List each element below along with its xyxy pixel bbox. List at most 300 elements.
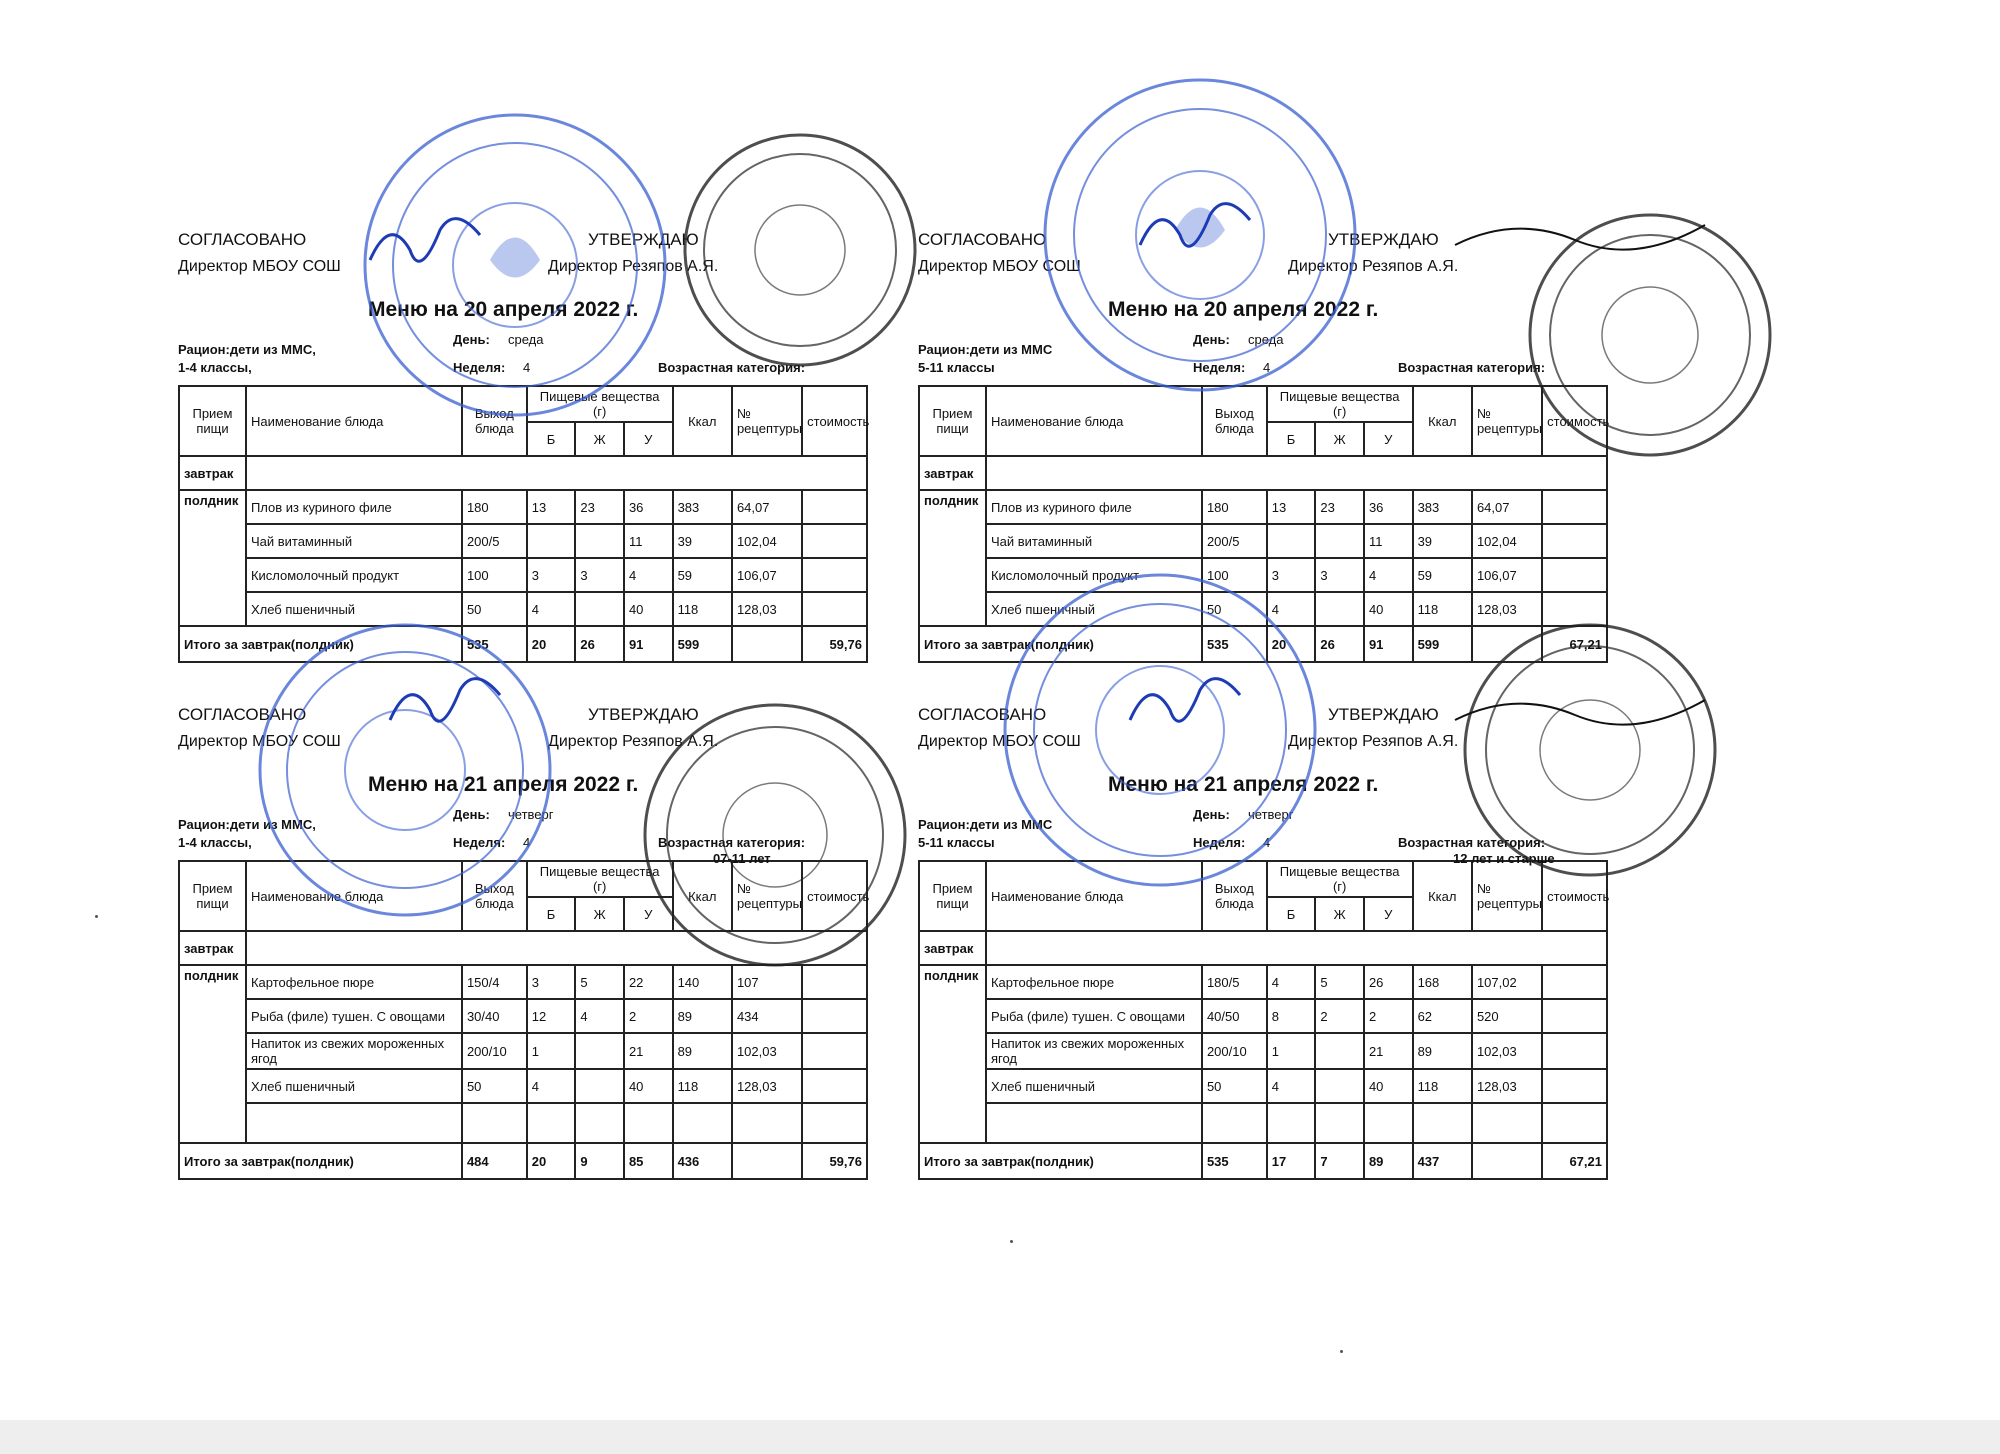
value-cell: 3 [527,558,576,592]
value-cell: 150/4 [462,965,527,999]
week-value: 4 [523,360,531,375]
value-cell: 3 [1267,558,1316,592]
col-fat: Ж [1315,422,1364,456]
value-cell: 100 [1202,558,1267,592]
dish-name-cell: Рыба (филе) тушен. С овощами [986,999,1202,1033]
value-cell: 12 [527,999,576,1033]
total-value-cell [732,1143,802,1179]
table-row [179,1069,867,1103]
value-cell: 128,03 [1472,592,1542,626]
value-cell: 106,07 [732,558,802,592]
total-value-cell: 484 [462,1143,527,1179]
value-cell: 102,04 [732,524,802,558]
value-cell: 40 [1364,592,1413,626]
value-cell [1315,592,1364,626]
director-name: Директор Резяпов А.Я. [548,258,719,275]
value-cell: 40 [624,1069,673,1103]
value-cell: 5 [1315,965,1364,999]
value-cell: 118 [1413,592,1472,626]
total-value-cell: 7 [1315,1143,1364,1179]
value-cell [802,1033,867,1069]
total-value-cell: 17 [1267,1143,1316,1179]
table-row [919,490,1607,524]
scan-edge [0,1420,2000,1454]
dish-name-cell: Хлеб пшеничный [986,1069,1202,1103]
section-snack: полдник [179,490,246,626]
value-cell: 200/10 [462,1033,527,1069]
col-kcal: Ккал [1413,386,1472,456]
age-category-value: 12 лет и старше [1453,851,1555,866]
school-director-label: Директор МБОУ СОШ [918,258,1081,275]
empty-cell [1267,1103,1316,1143]
value-cell: 168 [1413,965,1472,999]
col-recipe: № рецептуры [732,386,802,456]
value-cell: 36 [624,490,673,524]
value-cell: 4 [624,558,673,592]
total-value-cell: 535 [1202,626,1267,662]
total-value-cell: 59,76 [802,626,867,662]
section-breakfast: завтрак [919,456,986,490]
value-cell: 100 [462,558,527,592]
total-value-cell: 85 [624,1143,673,1179]
value-cell: 118 [673,592,732,626]
value-cell: 89 [673,1033,732,1069]
director-name: Директор Резяпов А.Я. [1288,258,1459,275]
value-cell: 50 [1202,1069,1267,1103]
col-cost: стоимость [802,861,867,931]
value-cell: 11 [624,524,673,558]
value-cell: 107 [732,965,802,999]
total-value-cell: 20 [527,626,576,662]
value-cell: 23 [1315,490,1364,524]
total-value-cell: 20 [1267,626,1316,662]
classes-label: 1-4 классы, [178,835,252,850]
round-stamp-2 [680,130,920,370]
value-cell: 30/40 [462,999,527,1033]
scan-speck [1340,1350,1343,1353]
value-cell: 107,02 [1472,965,1542,999]
section-empty [986,931,1607,965]
total-value-cell: 599 [673,626,732,662]
value-cell [1542,999,1607,1033]
table-row [179,1033,867,1069]
empty-cell [1413,1103,1472,1143]
empty-cell [575,1103,624,1143]
day-value: среда [508,332,544,347]
section-snack: полдник [919,965,986,1143]
value-cell: 200/5 [1202,524,1267,558]
total-value-cell: 535 [462,626,527,662]
day-label: День: [453,807,490,822]
value-cell [802,592,867,626]
menu-title: Меню на 20 апреля 2022 г. [1108,298,1379,321]
empty-cell [462,1103,527,1143]
round-stamp-5 [255,620,555,920]
total-value-cell: 67,21 [1542,626,1607,662]
value-cell: 40/50 [1202,999,1267,1033]
value-cell [575,524,624,558]
col-recipe: № рецептуры [1472,386,1542,456]
menu-title: Меню на 21 апреля 2022 г. [1108,773,1379,796]
signature-6 [1450,690,1710,740]
classes-label: 5-11 классы [918,360,995,375]
age-category-label: Возрастная категория: [1398,360,1546,375]
value-cell: 89 [1413,1033,1472,1069]
empty-cell [1315,1103,1364,1143]
dish-name-cell: Напиток из свежих мороженных ягод [246,1033,462,1069]
value-cell: 64,07 [732,490,802,524]
col-portion: Выход блюда [1202,861,1267,931]
value-cell: 26 [1364,965,1413,999]
ration-label: Рацион:дети из ММС [918,817,1053,832]
col-kcal: Ккал [673,861,732,931]
value-cell: 434 [732,999,802,1033]
week-label: Неделя: [453,360,506,375]
value-cell: 39 [1413,524,1472,558]
table-row [179,999,867,1033]
approve-label: УТВЕРЖДАЮ [1328,230,1439,249]
value-cell: 3 [1315,558,1364,592]
value-cell: 128,03 [732,592,802,626]
value-cell: 128,03 [1472,1069,1542,1103]
value-cell [1315,1069,1364,1103]
school-director-label: Директор МБОУ СОШ [918,733,1081,750]
value-cell: 89 [673,999,732,1033]
value-cell: 520 [1472,999,1542,1033]
value-cell [1542,1033,1607,1069]
value-cell: 50 [1202,592,1267,626]
age-category-value: 07-11 лет [713,851,771,866]
value-cell: 64,07 [1472,490,1542,524]
value-cell: 50 [462,1069,527,1103]
value-cell: 40 [1364,1069,1413,1103]
table-row [179,965,867,999]
value-cell: 1 [527,1033,576,1069]
total-value-cell: 436 [673,1143,732,1179]
table-row [179,524,867,558]
section-breakfast: завтрак [919,931,986,965]
empty-row [179,1103,867,1143]
value-cell [527,524,576,558]
week-label: Неделя: [453,835,506,850]
value-cell: 4 [1267,965,1316,999]
col-nutrients: Пищевые вещества (г) [527,386,673,422]
menu-title: Меню на 20 апреля 2022 г. [368,298,639,321]
value-cell: 5 [575,965,624,999]
empty-cell [527,1103,576,1143]
value-cell: 383 [673,490,732,524]
value-cell: 4 [527,592,576,626]
empty-cell [1472,1103,1542,1143]
age-category-label: Возрастная категория: [658,835,806,850]
section-breakfast: завтрак [179,931,246,965]
menu-table [918,860,1608,1180]
col-recipe: № рецептуры [1472,861,1542,931]
value-cell: 36 [1364,490,1413,524]
value-cell: 1 [1267,1033,1316,1069]
value-cell [575,592,624,626]
dish-name-cell: Хлеб пшеничный [986,592,1202,626]
value-cell: 2 [1315,999,1364,1033]
round-stamp-8 [1460,620,1720,880]
col-portion: Выход блюда [462,386,527,456]
col-carbs: У [1364,897,1413,931]
value-cell: 180 [462,490,527,524]
col-fat: Ж [575,422,624,456]
dish-name-cell: Хлеб пшеничный [246,1069,462,1103]
total-value-cell: 9 [575,1143,624,1179]
table-row [919,524,1607,558]
value-cell [1542,524,1607,558]
empty-row [919,1103,1607,1143]
value-cell [802,558,867,592]
value-cell: 128,03 [732,1069,802,1103]
empty-cell [1364,1103,1413,1143]
signature-4 [1120,670,1260,750]
total-value-cell: 535 [1202,1143,1267,1179]
empty-cell [986,1103,1202,1143]
value-cell: 62 [1413,999,1472,1033]
approve-label: УТВЕРЖДАЮ [588,705,699,724]
col-nutrients: Пищевые вещества (г) [1267,386,1413,422]
col-cost: стоимость [1542,386,1607,456]
empty-cell [624,1103,673,1143]
table-row [919,965,1607,999]
value-cell: 13 [527,490,576,524]
value-cell: 383 [1413,490,1472,524]
value-cell [802,1069,867,1103]
day-label: День: [1193,332,1230,347]
total-value-cell: 67,21 [1542,1143,1607,1179]
value-cell [1267,524,1316,558]
total-label: Итого за завтрак(полдник) [179,1143,462,1179]
table-row [919,999,1607,1033]
value-cell [1542,490,1607,524]
col-carbs: У [624,897,673,931]
value-cell: 180 [1202,490,1267,524]
menu-title: Меню на 21 апреля 2022 г. [368,773,639,796]
scan-speck [95,915,98,918]
value-cell: 59 [1413,558,1472,592]
empty-cell [802,1103,867,1143]
col-dish-name: Наименование блюда [246,861,462,931]
col-dish-name: Наименование блюда [246,386,462,456]
col-portion: Выход блюда [1202,386,1267,456]
value-cell [1542,965,1607,999]
section-empty [246,456,867,490]
dish-name-cell: Картофельное пюре [986,965,1202,999]
col-dish-name: Наименование блюда [986,386,1202,456]
empty-cell [1202,1103,1267,1143]
value-cell: 39 [673,524,732,558]
director-name: Директор Резяпов А.Я. [1288,733,1459,750]
value-cell [802,524,867,558]
dish-name-cell: Напиток из свежих мороженных ягод [986,1033,1202,1069]
value-cell [802,490,867,524]
value-cell: 118 [1413,1069,1472,1103]
total-value-cell: 599 [1413,626,1472,662]
value-cell [575,1033,624,1069]
day-value: четверг [508,807,554,822]
value-cell: 11 [1364,524,1413,558]
col-carbs: У [1364,422,1413,456]
total-value-cell: 26 [575,626,624,662]
value-cell [575,1069,624,1103]
value-cell: 4 [1267,1069,1316,1103]
dish-name-cell: Кисломолочный продукт [246,558,462,592]
agreed-label: СОГЛАСОВАНО [178,230,307,249]
col-protein: Б [527,897,576,931]
value-cell: 4 [527,1069,576,1103]
week-value: 4 [1263,360,1271,375]
table-row [179,490,867,524]
week-label: Неделя: [1193,835,1246,850]
value-cell: 13 [1267,490,1316,524]
approve-label: УТВЕРЖДАЮ [1328,705,1439,724]
table-row [179,558,867,592]
value-cell: 40 [624,592,673,626]
dish-name-cell: Кисломолочный продукт [986,558,1202,592]
value-cell: 4 [1267,592,1316,626]
day-value: среда [1248,332,1284,347]
week-label: Неделя: [1193,360,1246,375]
col-fat: Ж [575,897,624,931]
dish-name-cell: Чай витаминный [246,524,462,558]
empty-cell [732,1103,802,1143]
age-category-label: Возрастная категория: [1398,835,1546,850]
school-director-label: Директор МБОУ СОШ [178,258,341,275]
section-breakfast: завтрак [179,456,246,490]
value-cell: 21 [1364,1033,1413,1069]
agreed-label: СОГЛАСОВАНО [918,230,1047,249]
ration-label: Рацион:дети из ММС, [178,342,316,357]
value-cell: 3 [575,558,624,592]
week-value: 4 [523,835,531,850]
value-cell: 118 [673,1069,732,1103]
dish-name-cell: Хлеб пшеничный [246,592,462,626]
value-cell: 2 [1364,999,1413,1033]
total-value-cell: 26 [1315,626,1364,662]
empty-cell [673,1103,732,1143]
total-label: Итого за завтрак(полдник) [919,1143,1202,1179]
section-snack: полдник [919,490,986,626]
value-cell: 23 [575,490,624,524]
value-cell [1542,1069,1607,1103]
day-label: День: [453,332,490,347]
section-snack: полдник [179,965,246,1143]
value-cell: 2 [624,999,673,1033]
dish-name-cell: Плов из куриного филе [986,490,1202,524]
value-cell: 102,03 [732,1033,802,1069]
total-value-cell: 91 [624,626,673,662]
day-value: четверг [1248,807,1294,822]
col-protein: Б [1267,422,1316,456]
col-cost: стоимость [802,386,867,456]
value-cell [802,999,867,1033]
classes-label: 1-4 классы, [178,360,252,375]
agreed-label: СОГЛАСОВАНО [918,705,1047,724]
col-kcal: Ккал [673,386,732,456]
value-cell: 4 [1364,558,1413,592]
col-meal: Прием пищи [919,861,986,931]
total-value-cell: 437 [1413,1143,1472,1179]
col-cost: стоимость [1542,861,1607,931]
ration-label: Рацион:дети из ММС [918,342,1053,357]
value-cell [802,965,867,999]
section-empty [986,456,1607,490]
value-cell: 8 [1267,999,1316,1033]
dish-name-cell: Рыба (филе) тушен. С овощами [246,999,462,1033]
value-cell [1315,524,1364,558]
total-value-cell [1472,1143,1542,1179]
value-cell: 200/10 [1202,1033,1267,1069]
col-nutrients: Пищевые вещества (г) [527,861,673,897]
section-row-breakfast [919,931,1607,965]
day-label: День: [1193,807,1230,822]
age-category-label: Возрастная категория: [658,360,806,375]
value-cell: 180/5 [1202,965,1267,999]
total-label: Итого за завтрак(полдник) [179,626,462,662]
dish-name-cell: Чай витаминный [986,524,1202,558]
col-carbs: У [624,422,673,456]
total-row [179,1143,867,1179]
col-dish-name: Наименование блюда [986,861,1202,931]
total-value-cell: 89 [1364,1143,1413,1179]
value-cell: 106,07 [1472,558,1542,592]
col-meal: Прием пищи [179,386,246,456]
empty-cell [1542,1103,1607,1143]
value-cell: 21 [624,1033,673,1069]
dish-name-cell: Картофельное пюре [246,965,462,999]
value-cell: 22 [624,965,673,999]
value-cell [1542,558,1607,592]
value-cell: 3 [527,965,576,999]
col-protein: Б [527,422,576,456]
week-value: 4 [1263,835,1271,850]
round-stamp-6 [640,700,910,970]
value-cell: 59 [673,558,732,592]
section-row-breakfast [919,456,1607,490]
table-row [919,1033,1607,1069]
value-cell: 102,04 [1472,524,1542,558]
value-cell: 200/5 [462,524,527,558]
director-name: Директор Резяпов А.Я. [548,733,719,750]
table-row [919,1069,1607,1103]
dish-name-cell: Плов из куриного филе [246,490,462,524]
value-cell: 140 [673,965,732,999]
school-director-label: Директор МБОУ СОШ [178,733,341,750]
value-cell: 102,03 [1472,1033,1542,1069]
signature-3 [380,670,520,750]
signature-5 [1450,215,1710,265]
value-cell [1315,1033,1364,1069]
ration-label: Рацион:дети из ММС, [178,817,316,832]
col-meal: Прием пищи [919,386,986,456]
total-label: Итого за завтрак(полдник) [919,626,1202,662]
total-value-cell: 91 [1364,626,1413,662]
value-cell: 4 [575,999,624,1033]
classes-label: 5-11 классы [918,835,995,850]
col-meal: Прием пищи [179,861,246,931]
signature-1 [360,210,500,290]
col-portion: Выход блюда [462,861,527,931]
scan-speck [1010,1240,1013,1243]
total-value-cell: 20 [527,1143,576,1179]
approve-label: УТВЕРЖДАЮ [588,230,699,249]
agreed-label: СОГЛАСОВАНО [178,705,307,724]
col-fat: Ж [1315,897,1364,931]
col-kcal: Ккал [1413,861,1472,931]
